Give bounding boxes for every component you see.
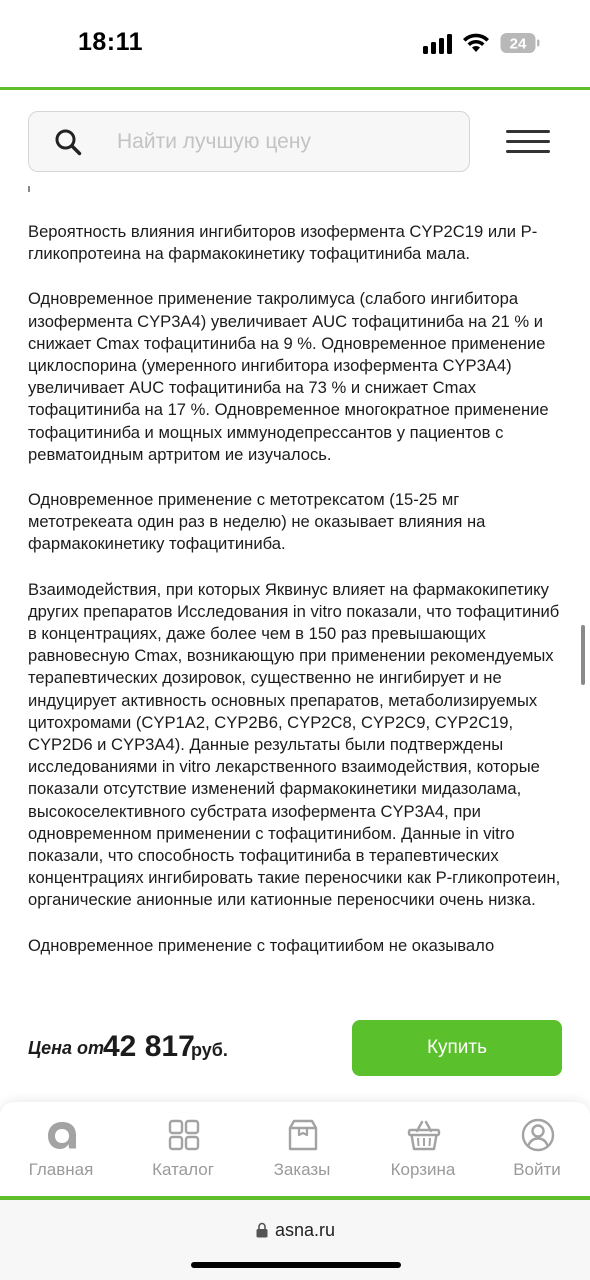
nav-item-orders[interactable] (243, 1102, 361, 1196)
buy-button[interactable]: Купить (352, 1020, 562, 1076)
box-icon (286, 1118, 320, 1152)
wifi-icon (462, 32, 490, 54)
truncated-content-edge (28, 186, 30, 192)
header-accent-line (0, 87, 590, 90)
nav-item-login[interactable] (478, 1102, 590, 1196)
article-paragraph: Одновременное применение с метотрексатом (15-25 мг метотрекеата один раз в неделю) не оказывает влияния на фармакокинетику тофацитиниба. (28, 490, 486, 554)
price-value: 42 817 (103, 1030, 195, 1063)
article-paragraph: Одновременное применение с тофацитиибом не оказывало (28, 935, 495, 955)
search-icon (54, 128, 82, 156)
nav-label: Главная (28, 1160, 94, 1179)
bottom-nav (0, 1102, 590, 1196)
search-input[interactable] (117, 128, 457, 156)
article-paragraph: Вероятность влияния ингибиторов изофермента CYP2C19 или Р-гликопротеина на фармакокинетику тофацитиниба мала. (28, 222, 538, 264)
home-indicator[interactable] (191, 1262, 401, 1268)
cellular-signal-icon (423, 34, 453, 54)
user-icon (521, 1118, 555, 1152)
price-currency: руб. (191, 1040, 228, 1060)
basket-icon (407, 1118, 441, 1152)
nav-item-cart[interactable] (364, 1102, 482, 1196)
article-paragraph: Одновременное применение такролимуса (слабого ингибитора изофермента CYP3A4) увеличивает AUC тофацитиниба на 21 % и снижает Cmax тофацитиниба на 9 %. Одновременное применение циклоспорина (умеренного ингибитора изофермента CYP3A4) увеличивает AUC тофацитиниба на 73 % и снижает Cmax тофацитиниба на 17 %. Одновременное многократное применение тофацитиниба и мощных иммунодепрессантов у пациентов с ревматоидным артритом ие изучалось. (28, 289, 549, 464)
browser-url[interactable]: asna.ru (275, 1220, 336, 1240)
search-box[interactable] (28, 111, 470, 172)
lock-icon (256, 1222, 268, 1238)
nav-label: Корзина (390, 1160, 456, 1179)
status-bar (0, 0, 590, 88)
nav-item-home[interactable] (2, 1102, 120, 1196)
scrollbar[interactable] (581, 625, 585, 685)
battery-icon (500, 32, 540, 54)
nav-label: Войти (513, 1160, 561, 1179)
grid-icon (167, 1118, 201, 1152)
nav-label: Заказы (273, 1160, 331, 1179)
article-paragraph: Взаимодействия, при которых Яквинус влияет на фармакокипетику других препаратов Исследования in vitro показали, что тофацитиниб в концентрациях, даже более чем в 150 раз превышающих равновесную Cmax, возникающую при применении рекомендуемых терапевтических дозировок, существенно не ингибирует и не индуцирует активность основных препаратов, метаболизируемых цитохромами (CYP1A2, CYP2B6, CYP2C8, CYP2C9, CYP2C19, CYP2D6 и CYP3A4). Данные результаты были подтверждены исследованиями in vitro лекарственного взаимодействия, которые показали отсутствие изменений фармакокинетики мидазолама, высокоселективного субстрата изофермента CYP3A4, при одновременном применении с тофацитинибом. Данные in vitro показали, что способность тофацитиниба в терапевтических концентрациях ингибировать такие переносчики как Р-гликопротеин, органические анионные или катионные переносчики очень низка. (28, 579, 561, 910)
price-label: Цена от (28, 1038, 105, 1058)
article-content (28, 221, 564, 980)
status-time: 18:11 (78, 28, 144, 56)
nav-item-catalog[interactable] (124, 1102, 242, 1196)
hamburger-menu-icon[interactable] (506, 130, 550, 154)
brand-a-icon (45, 1118, 79, 1152)
battery-level: 24 (509, 35, 527, 53)
nav-label: Каталог (152, 1160, 214, 1179)
